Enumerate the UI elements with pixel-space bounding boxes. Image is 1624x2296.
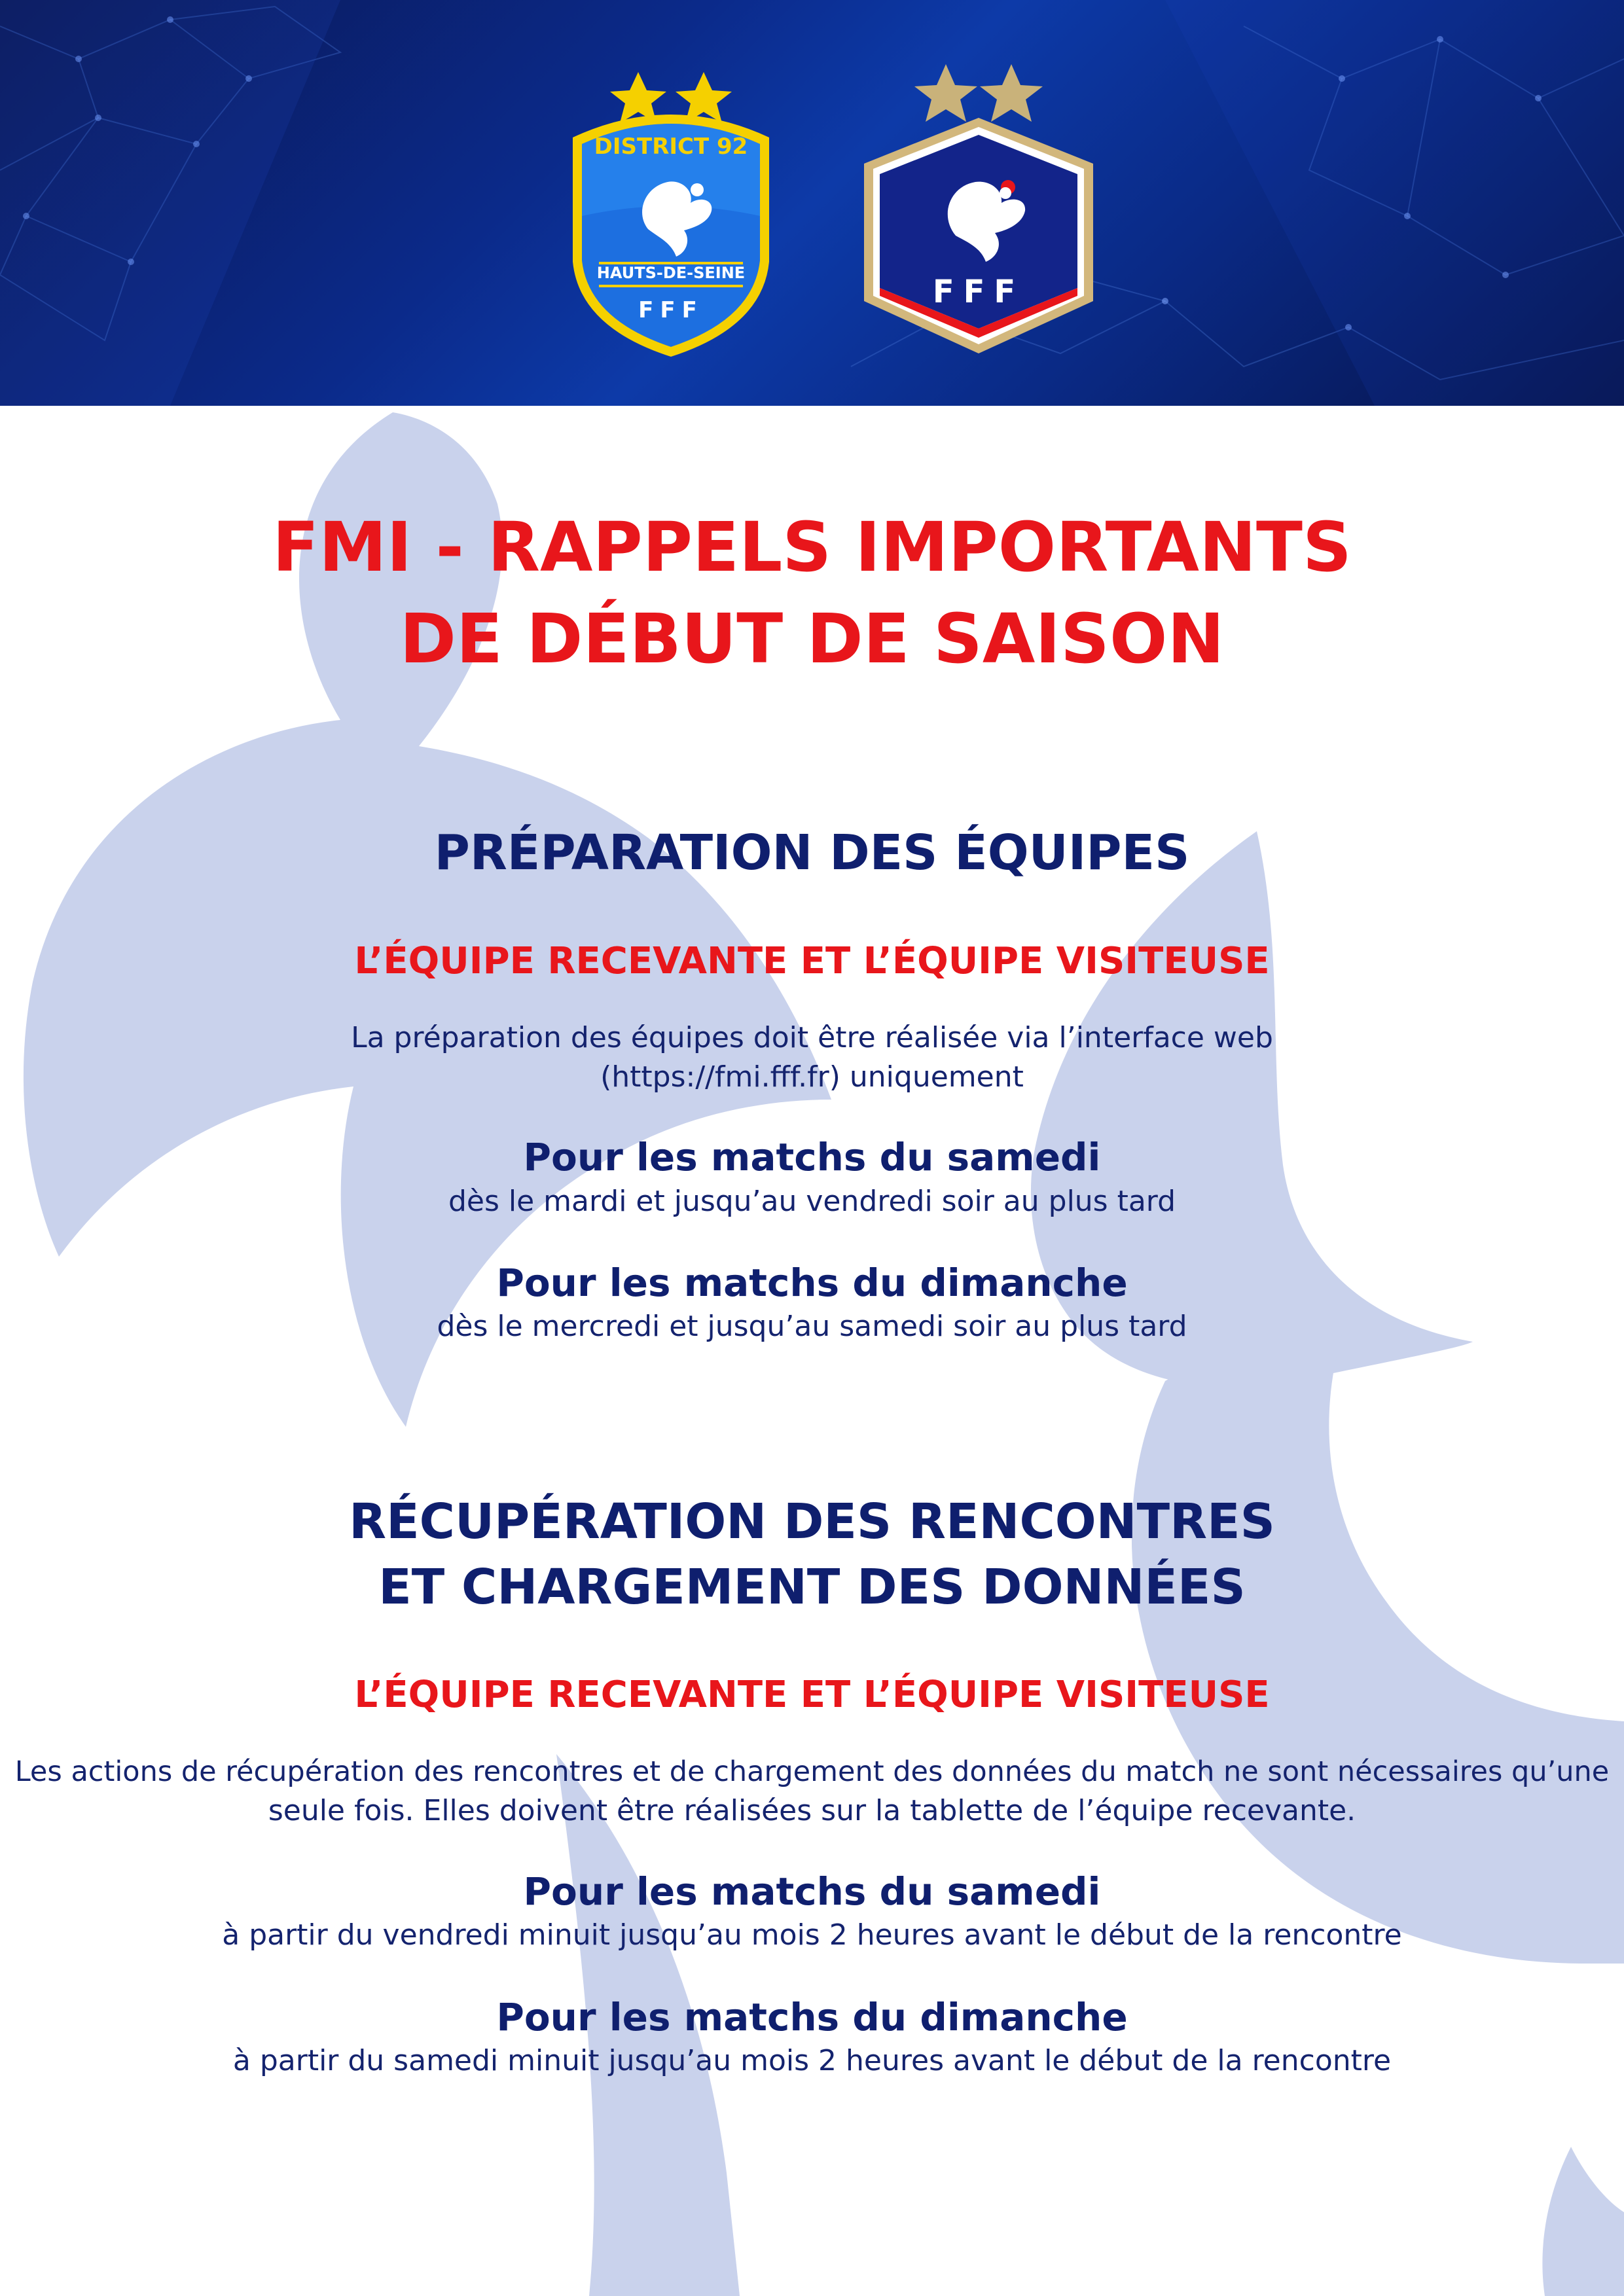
section-heading-recuperation-line-1: RÉCUPÉRATION DES RENCONTRES	[349, 1494, 1275, 1550]
section-heading-preparation: PRÉPARATION DES ÉQUIPES	[434, 825, 1190, 881]
svg-text:FFF: FFF	[638, 297, 704, 323]
page-title-line-2: DE DÉBUT DE SAISON	[399, 599, 1225, 679]
preparation-dimanche-title: Pour les matchs du dimanche	[496, 1261, 1128, 1305]
recuperation-dimanche-text: à partir du samedi minuit jusqu’au mois 2 heures avant le début de la rencontre	[232, 2044, 1392, 2077]
svg-text:HAUTS-DE-SEINE: HAUTS-DE-SEINE	[596, 264, 746, 282]
recuperation-body-line-2: seule fois. Elles doivent être réalisées sur la tablette de l’équipe recevante.	[268, 1794, 1356, 1827]
recuperation-samedi-text: à partir du vendredi minuit jusqu’au mois 2 heures avant le début de la rencontre	[222, 1918, 1402, 1952]
page-title-line-1: FMI - RAPPELS IMPORTANTS	[272, 507, 1352, 587]
svg-text:FFF: FFF	[932, 274, 1025, 310]
preparation-dimanche-text: dès le mercredi et jusqu’au samedi soir au plus tard	[437, 1310, 1187, 1343]
recuperation-samedi-title: Pour les matchs du samedi	[523, 1869, 1101, 1914]
recuperation-dimanche-title: Pour les matchs du dimanche	[496, 1995, 1128, 2039]
section-heading-recuperation-line-2: ET CHARGEMENT DES DONNÉES	[378, 1559, 1246, 1615]
svg-text:DISTRICT 92: DISTRICT 92	[594, 134, 748, 160]
section-subheading-teams-1: L’ÉQUIPE RECEVANTE ET L’ÉQUIPE VISITEUSE	[354, 940, 1270, 982]
preparation-samedi-title: Pour les matchs du samedi	[523, 1135, 1101, 1179]
preparation-body-line-1: La préparation des équipes doit être réalisée via l’interface web	[351, 1021, 1273, 1054]
preparation-body-line-2: (https://fmi.fff.fr) uniquement	[600, 1060, 1024, 1094]
section-subheading-teams-2: L’ÉQUIPE RECEVANTE ET L’ÉQUIPE VISITEUSE	[354, 1674, 1270, 1716]
preparation-samedi-text: dès le mardi et jusqu’au vendredi soir au plus tard	[448, 1185, 1176, 1218]
recuperation-body-line-1: Les actions de récupération des rencontres et de chargement des données du match ne sont nécessaires qu’une	[14, 1755, 1610, 1788]
